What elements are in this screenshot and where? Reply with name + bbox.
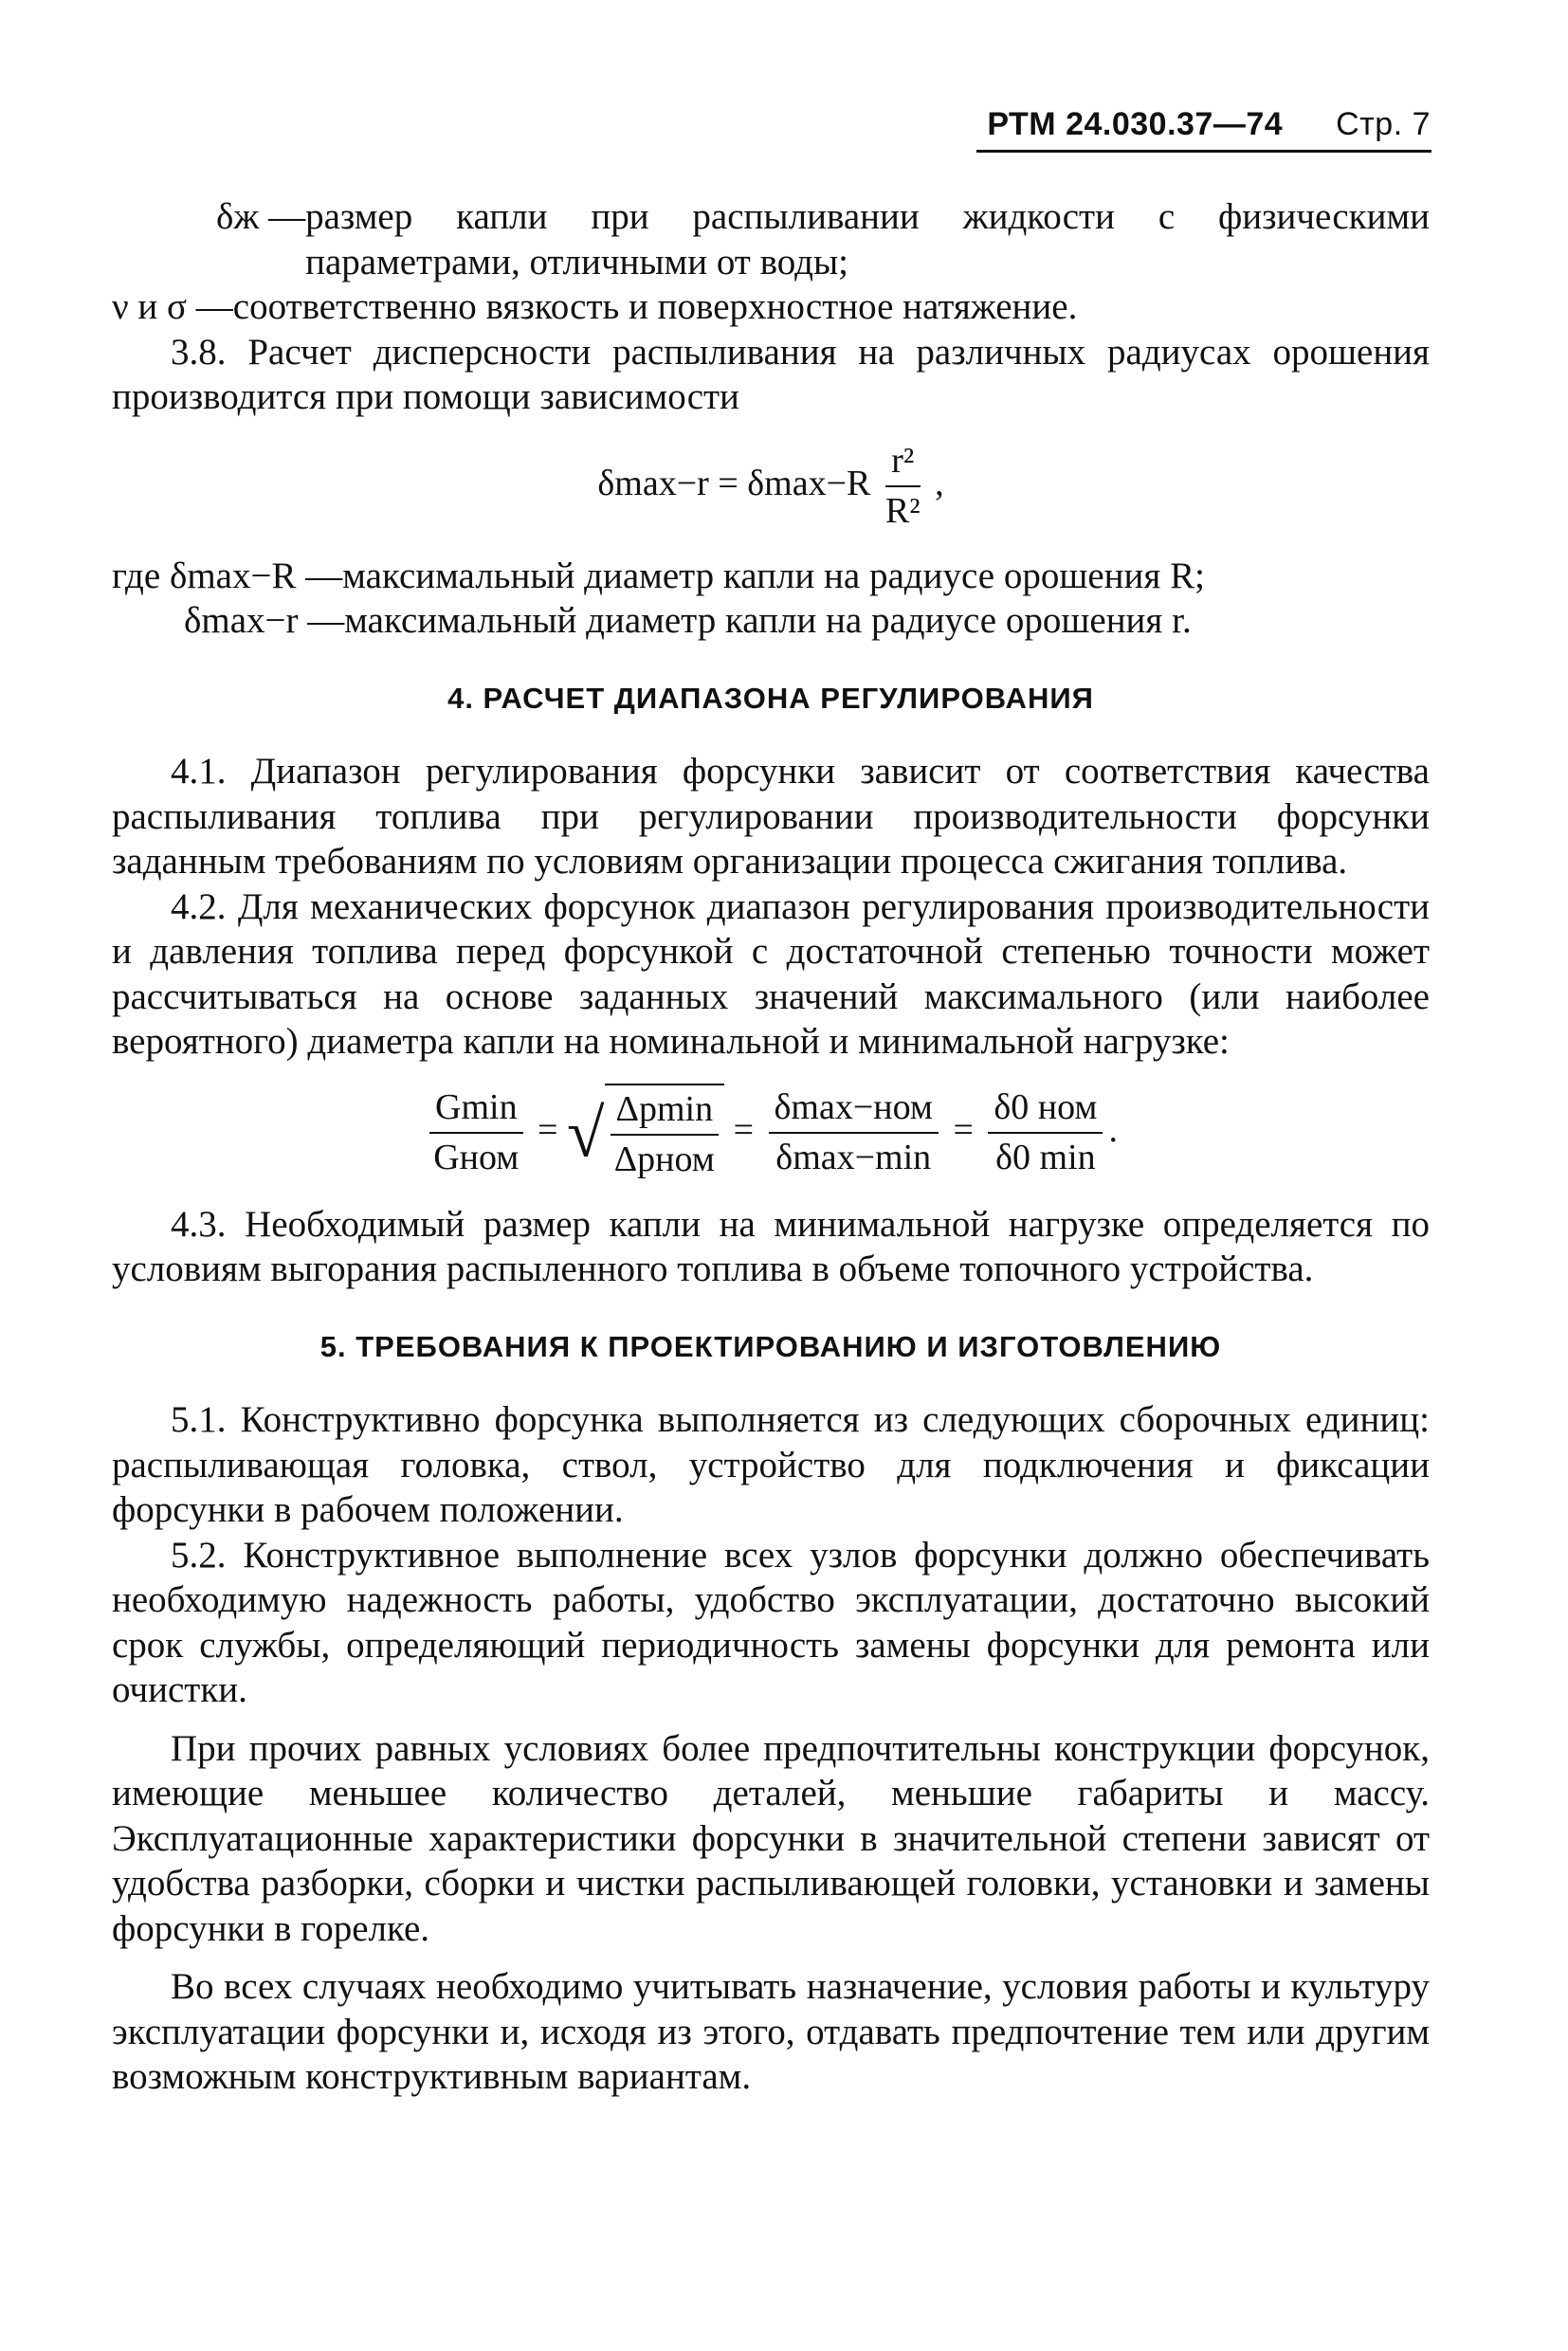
paragraph-4-1: 4.1. Диапазон регулирования форсунки зависит от соответствия качества распыливания топлива при регулировании производительности форсунки заданным требованиям по условиям организации процесса сжигания топлива. (112, 751, 1430, 882)
formula-dispersion-radius (112, 439, 1430, 535)
fraction-numerator: Gmin (429, 1085, 523, 1135)
definition-term: δж — (216, 196, 306, 237)
definition-text: размер капли при распыливании жидкости с физическими параметрами, отличными от воды; (305, 196, 1430, 282)
definition-delta-max-R (112, 554, 1430, 599)
formula-tail: , (925, 463, 944, 503)
fraction-dp (611, 1087, 720, 1183)
fraction-delta-max (769, 1085, 939, 1181)
paragraph-gap (112, 1951, 1430, 1964)
definition-text: максимальный диаметр капли на радиусе орошения r. (344, 600, 1192, 641)
formula-regulation-range (112, 1084, 1430, 1183)
formula-lhs: δmax−r (597, 463, 709, 503)
radicand (605, 1084, 725, 1183)
page-header (987, 106, 1431, 143)
fraction-numerator: r² (885, 439, 921, 488)
page-number: Стр. 7 (1336, 106, 1431, 142)
formula-equals: = (733, 1109, 755, 1150)
definition-term: где δmax−R — (112, 555, 343, 596)
fraction-delta-0 (988, 1085, 1103, 1181)
definition-delta-max-r (112, 598, 1430, 644)
document-body (112, 194, 1430, 2100)
definition-nu-sigma (112, 284, 1430, 330)
definition-term: ν и σ — (112, 286, 233, 327)
fraction-denominator: δmax−min (775, 1138, 932, 1177)
paragraph-5-2: 5.2. Конструктивное выполнение всех узлов форсунки должно обеспечивать необходимую надежность работы, удобство эксплуатации, достаточно высокий срок службы, определяющий периодичность замены форсунки для ремонта или очистки. (112, 1534, 1430, 1710)
radical-sign-icon: √ (567, 1095, 605, 1171)
fraction-denominator: R² (884, 491, 921, 531)
header-rule (976, 150, 1431, 153)
definition-term: δmax−r — (184, 600, 345, 641)
square-root (567, 1084, 724, 1183)
paragraph-4-3: 4.3. Необходимый размер капли на минимальной нагрузке определяется по условиям выгорания распыленного топлива в объеме топочного устройства. (112, 1203, 1430, 1289)
formula-equals: = (708, 463, 748, 503)
formula-equals: = (953, 1109, 974, 1150)
formula-tail: . (1108, 1109, 1118, 1150)
fraction-numerator: Δpmin (611, 1087, 720, 1137)
definition-delta-zh (112, 194, 1430, 284)
paragraph-5-2-cont-1: При прочих равных условиях более предпочтительны конструкции форсунок, имеющие меньшее количество деталей, меньшие габариты и массу. Эксплуатационные характеристики форсунки в значительной степени зависят от удобства разборки, сборки и чистки распыливающей головки, установки и замены форсунки в горелке. (112, 1727, 1430, 1949)
formula-equals: = (538, 1109, 558, 1150)
definition-text: соответственно вязкость и поверхностное натяжение. (232, 286, 1078, 327)
fraction-denominator: Gном (433, 1138, 520, 1177)
fraction-g (429, 1085, 523, 1181)
paragraph-4-2: 4.2. Для механических форсунок диапазон регулирования производительности и давления топлива перед форсункой с достаточной степенью точности может рассчитываться на основе заданных значений максимального (или наиболее вероятного) диаметра капли на номинальной и минимальной нагрузке: (112, 885, 1430, 1062)
fraction-denominator: Δpном (613, 1139, 715, 1179)
paragraph-5-1: 5.1. Конструктивно форсунка выполняется из следующих сборочных единиц: распыливающая головка, ствол, устройство для подключения и фиксации форсунки в рабочем положении. (112, 1399, 1430, 1530)
document-code: РТМ 24.030.37—74 (987, 106, 1284, 142)
paragraph-5-2-cont-2: Во всех случаях необходимо учитывать назначение, условия работы и культуру эксплуатации форсунки и, исходя из этого, отдавать предпочтение тем или другим возможным конструктивным вариантам. (112, 1966, 1430, 2097)
formula-fraction (885, 439, 921, 535)
fraction-numerator: δmax−ном (769, 1085, 939, 1135)
fraction-numerator: δ0 ном (988, 1085, 1103, 1135)
formula-rhs: δmax−R (747, 463, 871, 503)
fraction-denominator: δ0 min (995, 1138, 1096, 1177)
section-4-heading: 4. РАСЧЕТ ДИАПАЗОНА РЕГУЛИРОВАНИЯ (447, 681, 1094, 715)
section-5-heading: 5. ТРЕБОВАНИЯ К ПРОЕКТИРОВАНИЮ И ИЗГОТОВЛЕНИЮ (319, 1329, 1222, 1363)
definition-text: максимальный диаметр капли на радиусе орошения R; (342, 555, 1205, 596)
paragraph-3-8: 3.8. Расчет дисперсности распыливания на различных радиусах орошения производится при помощи зависимости (112, 331, 1430, 417)
paragraph-gap (112, 1713, 1430, 1726)
